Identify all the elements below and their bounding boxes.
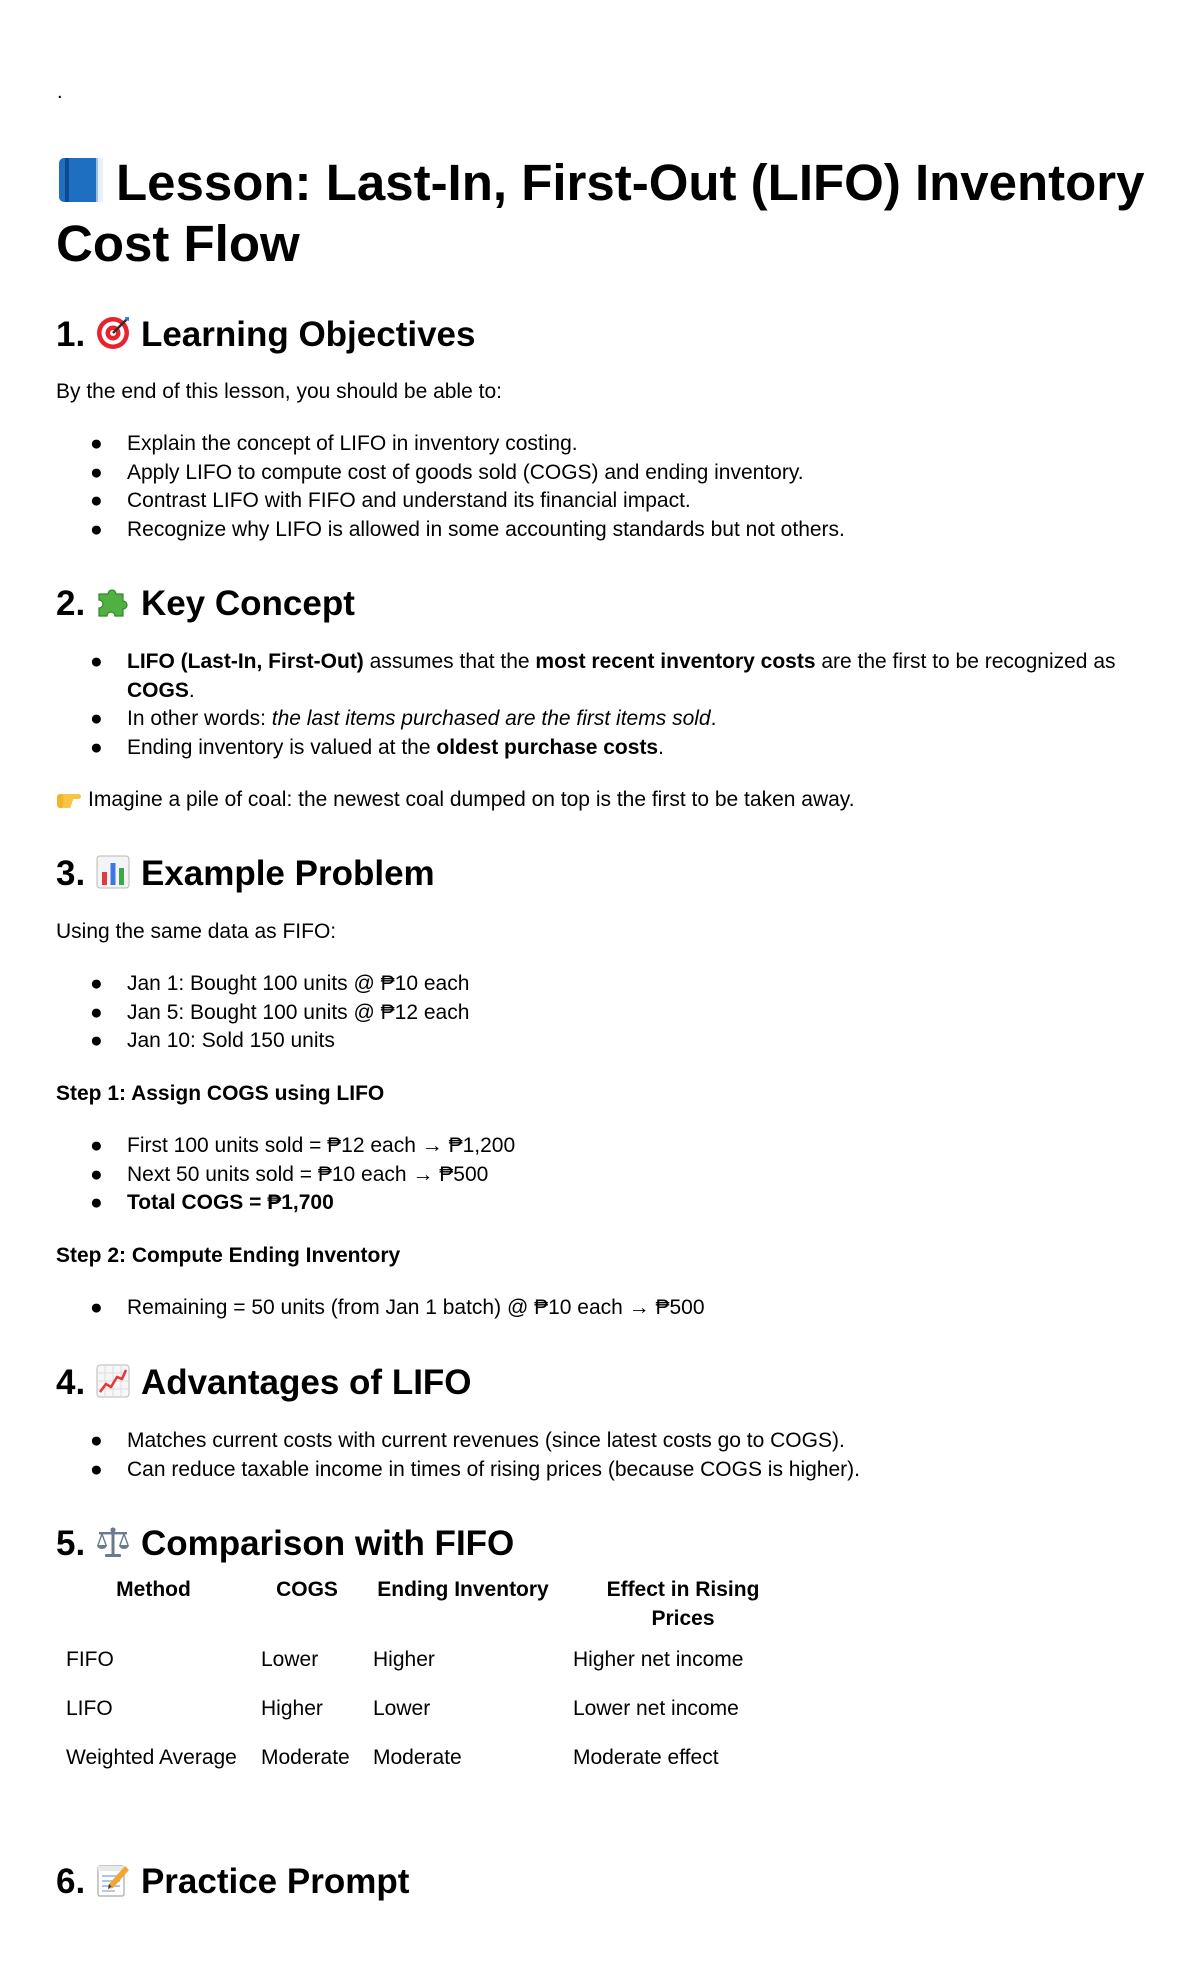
table-cell: Moderate bbox=[373, 1746, 462, 1769]
section-advantages-heading bbox=[56, 1362, 472, 1404]
table-row bbox=[56, 1694, 803, 1743]
table-cell: Higher bbox=[373, 1648, 435, 1671]
section-number: 1. bbox=[56, 315, 86, 354]
section-label: Comparison with FIFO bbox=[140, 1524, 515, 1563]
table-cell: Moderate effect bbox=[573, 1746, 719, 1769]
step-1-title: Step 1: Assign COGS using LIFO bbox=[56, 1082, 385, 1105]
section-learning-objectives-heading bbox=[56, 314, 476, 356]
backhand-index-pointing-right-icon bbox=[56, 788, 82, 810]
table-cell: Weighted Average bbox=[66, 1746, 237, 1769]
list-item: ● Explain the concept of LIFO in inventory costing. bbox=[90, 432, 578, 455]
advantages-list bbox=[0, 1427, 1200, 1484]
list-item: ● Jan 5: Bought 100 units @ ₱12 each bbox=[90, 1000, 470, 1024]
objectives-intro: By the end of this lesson, you should be able to: bbox=[56, 380, 502, 403]
section-practice-prompt-heading bbox=[56, 1861, 409, 1903]
section-number: 5. bbox=[56, 1524, 86, 1563]
table-cell: Higher bbox=[261, 1697, 323, 1720]
list-item: ● Can reduce taxable income in times of rising prices (because COGS is higher). bbox=[90, 1457, 860, 1481]
example-intro: Using the same data as FIFO: bbox=[56, 920, 337, 943]
section-key-concept-heading bbox=[56, 583, 355, 625]
column-header: COGS bbox=[276, 1578, 338, 1601]
list-item: ● Matches current costs with current revenues (since latest costs go to COGS). bbox=[90, 1429, 845, 1452]
list-item: ● Total COGS = ₱1,700 bbox=[90, 1191, 334, 1214]
section-number: 4. bbox=[56, 1363, 86, 1402]
section-comparison-heading bbox=[56, 1523, 514, 1565]
list-item: ● Jan 10: Sold 150 units bbox=[90, 1029, 335, 1052]
list-item: ● Recognize why LIFO is allowed in some accounting standards but not others. bbox=[90, 517, 845, 541]
bar-chart-icon bbox=[95, 854, 131, 890]
list-item: ● Apply LIFO to compute cost of goods sold (COGS) and ending inventory. bbox=[90, 460, 804, 484]
table-row bbox=[56, 1743, 803, 1792]
step-1-list bbox=[0, 1132, 1200, 1218]
section-label: Key Concept bbox=[140, 584, 355, 623]
section-label: Example Problem bbox=[140, 854, 435, 893]
list-item: ● Jan 1: Bought 100 units @ ₱10 each bbox=[90, 972, 470, 995]
list-item: ● In other words: the last items purchased are the first items sold. bbox=[90, 707, 717, 730]
section-label: Advantages of LIFO bbox=[140, 1363, 472, 1402]
comparison-table bbox=[56, 1575, 803, 1792]
column-header: Method bbox=[116, 1578, 191, 1601]
table-cell: Lower bbox=[373, 1697, 431, 1720]
direct-hit-target-icon bbox=[95, 315, 131, 351]
top-dot: . bbox=[57, 81, 63, 103]
table-cell: Lower net income bbox=[573, 1697, 739, 1720]
balance-scale-icon bbox=[95, 1524, 131, 1560]
key-concept-list bbox=[0, 648, 1200, 762]
list-item: ● Next 50 units sold = ₱10 each → ₱500 bbox=[90, 1162, 489, 1186]
blue-book-icon bbox=[56, 155, 106, 205]
objectives-list bbox=[0, 430, 1200, 544]
analogy-text: Imagine a pile of coal: the newest coal dumped on top is the first to be taken away. bbox=[56, 786, 855, 814]
section-number: 6. bbox=[56, 1862, 86, 1901]
list-item: ● Ending inventory is valued at the oldest purchase costs. bbox=[90, 735, 664, 759]
table-cell: FIFO bbox=[66, 1648, 114, 1671]
table-cell: Moderate bbox=[261, 1746, 350, 1769]
list-item: ● First 100 units sold = ₱12 each → ₱1,200 bbox=[90, 1134, 516, 1157]
step-2-list bbox=[0, 1294, 1200, 1323]
page-title bbox=[56, 152, 1156, 274]
section-number: 3. bbox=[56, 854, 86, 893]
puzzle-piece-icon bbox=[95, 584, 131, 620]
page-title-text: Lesson: Last-In, First-Out (LIFO) Inventory Cost Flow bbox=[56, 154, 1145, 272]
section-label: Learning Objectives bbox=[140, 315, 476, 354]
table-header-row bbox=[56, 1575, 803, 1645]
column-header: Effect in Rising Prices bbox=[606, 1578, 760, 1630]
section-label: Practice Prompt bbox=[140, 1862, 410, 1901]
example-data-list bbox=[0, 970, 1200, 1056]
section-example-problem-heading bbox=[56, 853, 435, 895]
memo-icon bbox=[95, 1862, 131, 1898]
table-cell: Higher net income bbox=[573, 1648, 744, 1671]
list-item: ● LIFO (Last-In, First-Out) assumes that the most recent inventory costs are the first to be recognized as COGS. bbox=[90, 650, 1116, 702]
table-cell: LIFO bbox=[66, 1697, 113, 1720]
section-number: 2. bbox=[56, 584, 86, 623]
step-2-title: Step 2: Compute Ending Inventory bbox=[56, 1244, 401, 1267]
list-item: ● Contrast LIFO with FIFO and understand its financial impact. bbox=[90, 489, 691, 512]
chart-increasing-icon bbox=[95, 1363, 131, 1399]
column-header: Ending Inventory bbox=[377, 1578, 549, 1601]
table-row bbox=[56, 1645, 803, 1694]
list-item: ● Remaining = 50 units (from Jan 1 batch) @ ₱10 each → ₱500 bbox=[90, 1296, 705, 1319]
table-cell: Lower bbox=[261, 1648, 319, 1671]
